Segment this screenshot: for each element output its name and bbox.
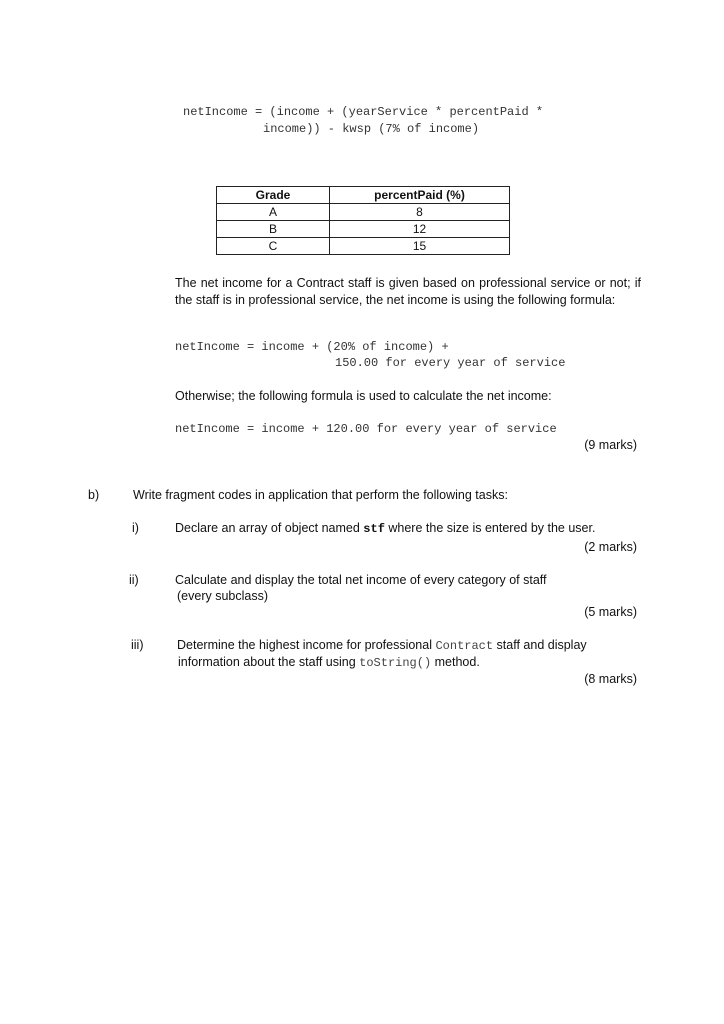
contract-paragraph: The net income for a Contract staff is given based on professional service or not; if the staff is in professional service, the net income is using the following formula: [175, 276, 641, 307]
marks-task-ii: (5 marks) [584, 605, 637, 619]
table-header-grade: Grade [217, 187, 330, 204]
task-iii-label: iii) [131, 638, 144, 652]
task-ii-label: ii) [129, 573, 139, 587]
table-cell-percent: 15 [330, 238, 510, 255]
grade-percent-table [216, 186, 510, 255]
part-b-label: b) [88, 488, 100, 502]
otherwise-text: Otherwise; the following formula is used to calculate the net income: [175, 389, 552, 403]
task-ii-line-1: Calculate and display the total net income of every category of staff [175, 573, 547, 587]
task-iii-text-2a: information about the staff using [178, 655, 360, 669]
marks-task-iii: (8 marks) [584, 672, 637, 686]
task-iii-text-1a: Determine the highest income for professional [177, 638, 436, 652]
formula-1-line-1: netIncome = (income + (yearService * percentPaid * [183, 105, 544, 119]
task-i-text-start: Declare an array of object named [175, 521, 364, 535]
table-row [217, 238, 510, 255]
marks-part-a: (9 marks) [584, 438, 637, 452]
task-iii-code-contract: Contract [435, 639, 494, 653]
task-iii-line-2 [178, 655, 480, 670]
part-b-text: Write fragment codes in application that perform the following tasks: [133, 488, 508, 502]
table-cell-percent: 12 [330, 221, 510, 238]
task-iii-text-1b: staff and display [493, 638, 587, 652]
table-row [217, 221, 510, 238]
task-i-code-stf: stf [363, 522, 385, 536]
table-row [217, 204, 510, 221]
task-ii-line-2: (every subclass) [177, 589, 268, 603]
table-header-percent-paid: percentPaid (%) [330, 187, 510, 204]
task-iii-code-tostring: toString() [359, 656, 432, 670]
formula-1-line-2: income)) - kwsp (7% of income) [263, 122, 480, 136]
table-cell-grade: A [217, 204, 330, 221]
task-i-text [175, 521, 595, 536]
task-iii-text-2b: method. [431, 655, 480, 669]
table-header-row [217, 187, 510, 204]
task-iii-line-1 [177, 638, 587, 653]
table-cell-grade: B [217, 221, 330, 238]
table-cell-percent: 8 [330, 204, 510, 221]
formula-2-line-2: 150.00 for every year of service [335, 356, 566, 370]
formula-2-line-1: netIncome = income + (20% of income) + [175, 340, 449, 354]
table-cell-grade: C [217, 238, 330, 255]
formula-3: netIncome = income + 120.00 for every year of service [175, 422, 557, 436]
task-i-text-end: where the size is entered by the user. [384, 521, 596, 535]
marks-task-i: (2 marks) [584, 540, 637, 554]
task-i-label: i) [132, 521, 139, 535]
